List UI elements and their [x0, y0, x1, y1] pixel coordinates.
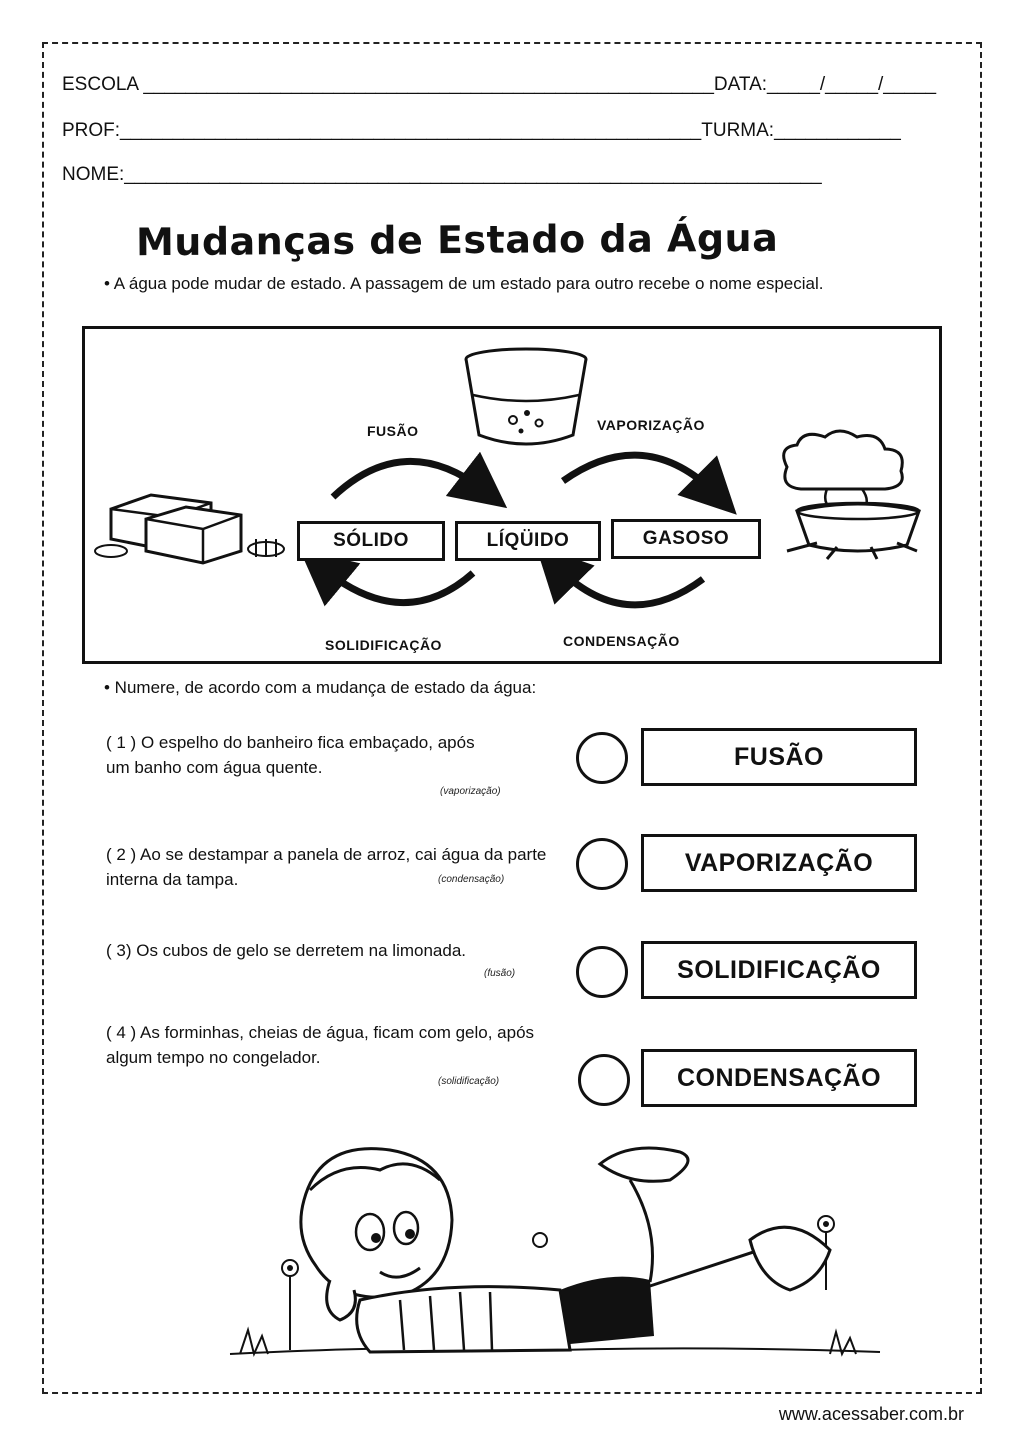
- question-1-text: ( 1 ) O espelho do banheiro fica embaçado, após um banho com água quente.: [106, 733, 475, 777]
- escola-date-line: ESCOLA ______________________________________________________DATA:_____/_____/_____: [62, 74, 937, 95]
- intro-text: • A água pode mudar de estado. A passagem de um estado para outro recebe o nome especial.: [104, 274, 824, 293]
- nome-line: NOME:__________________________________________________________________: [62, 164, 822, 185]
- answer-box-2: VAPORIZAÇÃO: [641, 834, 917, 892]
- label-vaporizacao: VAPORIZAÇÃO: [597, 417, 705, 433]
- answer-box-4: CONDENSAÇÃO: [641, 1049, 917, 1107]
- state-liquido: LÍQÜIDO: [455, 521, 601, 561]
- answer-circle-3[interactable]: [576, 946, 628, 998]
- prof-turma-line: PROF:_______________________________________________________TURMA:____________: [62, 120, 901, 141]
- label-condensacao: CONDENSAÇÃO: [563, 633, 680, 649]
- question-3-text: ( 3) Os cubos de gelo se derretem na limonada.: [106, 941, 467, 960]
- answer-box-1: FUSÃO: [641, 728, 917, 786]
- exercise-instruction: • Numere, de acordo com a mudança de estado da água:: [104, 678, 537, 697]
- answer-circle-1[interactable]: [576, 732, 628, 784]
- solidificacao-arrow: [321, 567, 473, 603]
- answer-box-3: SOLIDIFICAÇÃO: [641, 941, 917, 999]
- state-solido: SÓLIDO: [297, 521, 445, 561]
- question-1-hint: (vaporização): [440, 786, 501, 797]
- answer-circle-2[interactable]: [576, 838, 628, 890]
- page-title: Mudanças de Estado da Água: [135, 215, 779, 265]
- fusao-arrow: [333, 461, 485, 497]
- question-4-hint: (solidificação): [438, 1076, 500, 1087]
- answer-circle-4[interactable]: [578, 1054, 630, 1106]
- website-footer: www.acessaber.com.br: [778, 1404, 964, 1424]
- question-2-text: ( 2 ) Ao se destampar a panela de arroz, cai água da parte interna da tampa.: [106, 845, 547, 889]
- condensacao-arrow: [555, 565, 703, 605]
- question-3-hint: (fusão): [484, 968, 516, 979]
- question-4-text: ( 4 ) As forminhas, cheias de água, ficam com gelo, após algum tempo no congelador.: [106, 1023, 535, 1067]
- question-2-hint: (condensação): [438, 874, 505, 885]
- transition-arrows: [85, 329, 945, 667]
- state-diagram: [82, 326, 942, 664]
- state-gasoso: GASOSO: [611, 519, 761, 559]
- vaporizacao-arrow: [563, 455, 717, 495]
- label-solidificacao: SOLIDIFICAÇÃO: [325, 637, 442, 653]
- child-lying-illustration: [230, 1140, 890, 1370]
- label-fusao: FUSÃO: [367, 423, 419, 439]
